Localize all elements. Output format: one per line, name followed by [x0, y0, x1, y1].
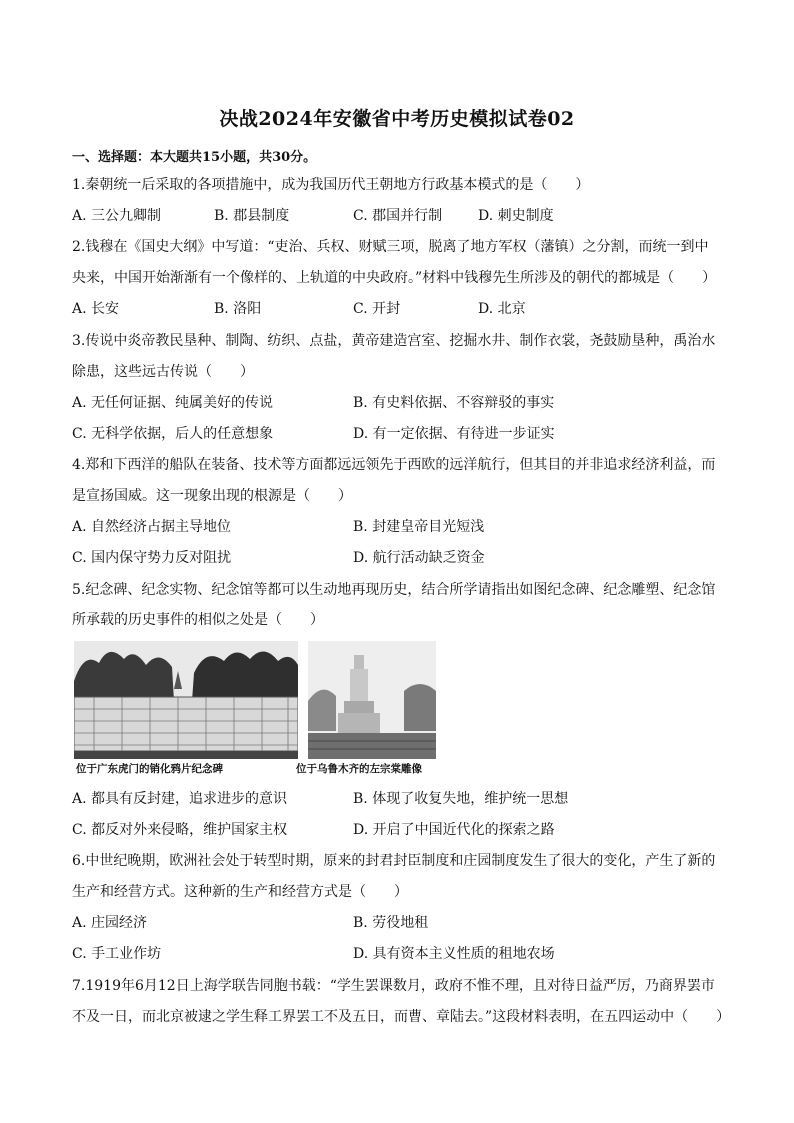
question-1-line-1: 1.秦朝统一后采取的各项措施中，成为我国历代王朝地方行政基本模式的是（ ）: [72, 177, 590, 193]
q2-option-d[interactable]: D. 北京: [478, 301, 526, 317]
q6-option-d[interactable]: D. 具有资本主义性质的租地农场: [353, 946, 555, 962]
question-4-line-1: 4.郑和下西洋的船队在装备、技术等方面都远远领先于西欧的远洋航行，但其目的并非追求经济利益，而: [72, 457, 716, 473]
question-3-line-2: 除患，这些远古传说（ ）: [72, 364, 254, 380]
q3-option-a[interactable]: A. 无任何证据、纯属美好的传说: [72, 395, 274, 411]
q5-option-b[interactable]: B. 体现了收复失地，维护统一思想: [353, 791, 569, 807]
q6-option-c[interactable]: C. 手工业作坊: [72, 946, 162, 962]
q5-option-d[interactable]: D. 开启了中国近代化的探索之路: [353, 822, 555, 838]
question-7-line-2: 不及一日，而北京被逮之学生释工界罢工不及五日，而曹、章陆去。”这段材料表明，在五四运动中（ ）: [72, 1009, 731, 1025]
q1-option-a[interactable]: A. 三公九卿制: [72, 208, 162, 224]
q6-option-b[interactable]: B. 劳役地租: [353, 915, 429, 931]
question-2-line-2: 央来，中国开始渐渐有一个像样的、上轨道的中央政府。”材料中钱穆先生所涉及的朝代的都城是（ ）: [72, 270, 717, 286]
question-3-line-1: 3.传说中炎帝教民垦种、制陶、纺织、点盐，黄帝建造宫室、挖掘水井、制作衣裳，尧鼓励垦种，禹治水: [72, 333, 716, 349]
question-5-figure: [74, 641, 434, 779]
q3-option-b[interactable]: B. 有史料依据、不容辩驳的事实: [353, 395, 555, 411]
zuo-zongtang-statue-photo: [308, 641, 436, 759]
q4-option-b[interactable]: B. 封建皇帝目光短浅: [353, 519, 485, 535]
q1-option-b[interactable]: B. 郡县制度: [214, 208, 290, 224]
question-2-line-1: 2.钱穆在《国史大纲》中写道：“吏治、兵权、财赋三项，脱离了地方军权（藩镇）之分割，而统一到中: [72, 239, 709, 255]
exam-title: 决战2024年安徽省中考历史模拟试卷02: [219, 108, 575, 130]
q5-option-a[interactable]: A. 都具有反封建，追求进步的意识: [72, 791, 288, 807]
question-6-line-2: 生产和经营方式。这种新的生产和经营方式是（ ）: [72, 884, 408, 900]
q6-option-a[interactable]: A. 庄园经济: [72, 915, 148, 931]
figure-caption-right: 位于乌鲁木齐的左宗棠雕像: [296, 763, 422, 775]
q4-option-c[interactable]: C. 国内保守势力反对阻扰: [72, 550, 232, 566]
question-5-line-1: 5.纪念碑、纪念实物、纪念馆等都可以生动地再现历史，结合所学请指出如图纪念碑、纪念雕塑、纪念馆: [72, 582, 716, 598]
q2-option-a[interactable]: A. 长安: [72, 301, 120, 317]
q5-option-c[interactable]: C. 都反对外来侵略，维护国家主权: [72, 822, 288, 838]
question-5-line-2: 所承载的历史事件的相似之处是（ ）: [72, 612, 324, 628]
q4-option-a[interactable]: A. 自然经济占据主导地位: [72, 519, 232, 535]
q4-option-d[interactable]: D. 航行活动缺乏资金: [353, 550, 485, 566]
humen-monument-photo: [74, 641, 298, 759]
q2-option-c[interactable]: C. 开封: [353, 301, 401, 317]
figure-caption-left: 位于广东虎门的销化鸦片纪念碑: [76, 763, 223, 775]
q1-option-c[interactable]: C. 郡国并行制: [353, 208, 443, 224]
q1-option-d[interactable]: D. 刺史制度: [478, 208, 554, 224]
q3-option-d[interactable]: D. 有一定依据、有待进一步证实: [353, 426, 555, 442]
section-heading: 一、选择题：本大题共15小题，共30分。: [72, 150, 317, 165]
q3-option-c[interactable]: C. 无科学依据，后人的任意想象: [72, 426, 274, 442]
question-4-line-2: 是宣扬国威。这一现象出现的根源是（ ）: [72, 488, 352, 504]
question-6-line-1: 6.中世纪晚期，欧洲社会处于转型时期，原来的封君封臣制度和庄园制度发生了很大的变化，产生了新的: [72, 853, 716, 869]
question-7-line-1: 7.1919年6月12日上海学联告同胞书载：“学生罢课数月，政府不惟不理，且对待日益严厉，乃商界罢市: [72, 978, 715, 994]
q2-option-b[interactable]: B. 洛阳: [214, 301, 262, 317]
